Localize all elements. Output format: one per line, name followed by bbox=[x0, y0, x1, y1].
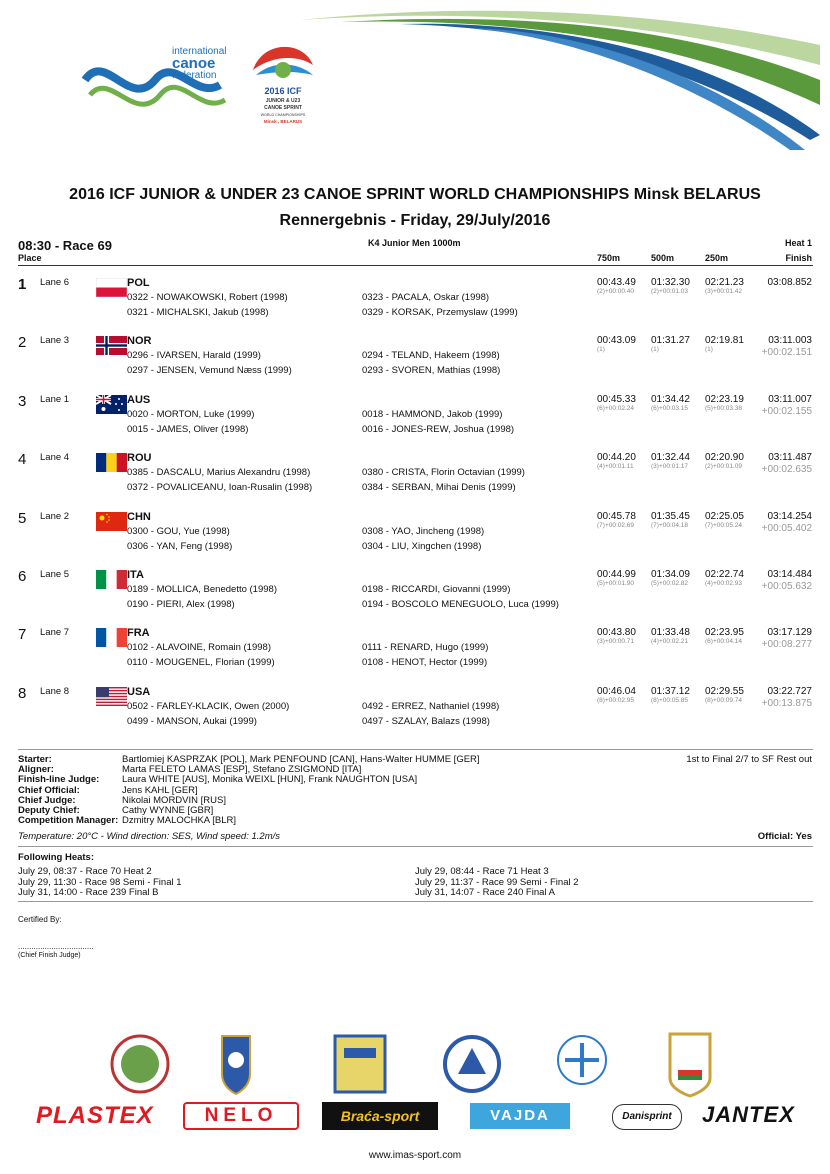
athlete-name: 0300 - GOU, Yue (1998) bbox=[127, 525, 230, 537]
following-heat-item: July 29, 11:30 - Race 98 Semi - Final 1 bbox=[18, 876, 182, 888]
nation-code: POL bbox=[127, 277, 150, 289]
partner-emblems bbox=[30, 1030, 800, 1098]
split-time-750: 00:43.49 bbox=[597, 277, 636, 288]
finish-gap: +00:05.632 bbox=[761, 581, 812, 592]
split-time-250: 02:19.81 bbox=[705, 335, 744, 347]
footer-url: www.imas-sport.com bbox=[368, 1150, 462, 1161]
split-time-750: 00:44.99 bbox=[597, 569, 636, 580]
split-time-750: 00:43.80 bbox=[597, 627, 636, 639]
split-time-500: 01:34.09 bbox=[651, 569, 690, 580]
split-rank-750: (4)+00:01.11 bbox=[597, 463, 634, 471]
athlete-name: 0308 - YAO, Jincheng (1998) bbox=[362, 525, 485, 537]
flag-chn-icon bbox=[96, 512, 127, 531]
following-heat-item: July 31, 14:07 - Race 240 Final A bbox=[415, 887, 555, 898]
sponsor-logo-vajda: VAJDA bbox=[470, 1103, 570, 1129]
result-row bbox=[0, 624, 830, 682]
finish-gap: +00:02.635 bbox=[761, 464, 812, 476]
col-250-header: 250m bbox=[705, 253, 729, 263]
sponsor-logo-braca-sport: Braća-sport bbox=[322, 1102, 438, 1130]
split-rank-750: (1) bbox=[597, 346, 605, 354]
nation-code: USA bbox=[127, 685, 151, 698]
svg-text:CANOE SPRINT: CANOE SPRINT bbox=[264, 105, 302, 111]
header-rule bbox=[18, 265, 813, 266]
athlete-name: 0190 - PIERI, Alex (1998) bbox=[127, 599, 235, 610]
split-time-250: 02:23.95 bbox=[705, 627, 744, 639]
nation-code: AUS bbox=[127, 393, 151, 406]
nation-code: ITA bbox=[127, 569, 144, 581]
split-time-250: 02:21.23 bbox=[705, 277, 744, 288]
finish-gap: +00:05.402 bbox=[761, 522, 812, 534]
lane-label: Lane 5 bbox=[40, 569, 70, 580]
athlete-name: 0294 - TELAND, Hakeem (1998) bbox=[362, 350, 500, 362]
official-names: Cathy WYNNE [GBR] bbox=[122, 805, 214, 816]
finish-gap: +00:02.151 bbox=[761, 347, 812, 359]
official-names: Dzmitry MALOCHKA [BLR] bbox=[122, 815, 237, 827]
icf-logo bbox=[80, 40, 240, 125]
split-rank-500: (4)+00:02.21 bbox=[651, 638, 689, 646]
result-row bbox=[0, 683, 830, 741]
split-rank-750: (6)+00:02.24 bbox=[597, 404, 635, 412]
emblem-3 bbox=[335, 1036, 385, 1092]
athlete-name: 0304 - LIU, Xingchen (1998) bbox=[362, 540, 482, 552]
sponsor-logo-jantex: JANTEX bbox=[702, 1102, 795, 1127]
athlete-name: 0499 - MANSON, Aukai (1999) bbox=[127, 715, 257, 727]
official-role-label: Chief Official: bbox=[18, 784, 80, 796]
sponsor-logo-nelo: NELO bbox=[183, 1102, 299, 1130]
emblem-1 bbox=[112, 1036, 168, 1092]
athlete-name: 0018 - HAMMOND, Jakob (1999) bbox=[362, 408, 503, 420]
col-place-header: Place bbox=[18, 253, 42, 263]
split-time-250: 02:25.05 bbox=[705, 510, 744, 522]
emblem-4 bbox=[445, 1037, 499, 1091]
flag-ita-icon bbox=[96, 570, 127, 589]
split-time-500: 01:37.12 bbox=[651, 685, 690, 697]
result-row bbox=[0, 449, 830, 507]
sponsor-logo-danisprint: Danisprint bbox=[612, 1104, 682, 1130]
document-title: 2016 ICF JUNIOR & UNDER 23 CANOE SPRINT WORLD CHAMPIONSHIPS Minsk BELARUS bbox=[69, 186, 761, 203]
official-role-label: Finish-line Judge: bbox=[18, 774, 100, 786]
split-time-250: 02:20.90 bbox=[705, 452, 744, 464]
finish-time: 03:11.007 bbox=[768, 393, 812, 405]
following-rule bbox=[18, 901, 813, 902]
result-row bbox=[0, 332, 830, 390]
athlete-name: 0102 - ALAVOINE, Romain (1998) bbox=[127, 642, 271, 654]
official-names: Marta FELETO LAMAS [ESP], Stefano ZSIGMOND [ITA] bbox=[122, 764, 362, 776]
following-heat-item: July 29, 08:37 - Race 70 Heat 2 bbox=[18, 866, 152, 877]
place-number: 8 bbox=[18, 684, 27, 702]
athlete-name: 0189 - MOLLICA, Benedetto (1998) bbox=[127, 584, 277, 595]
official-role-label: Chief Judge: bbox=[18, 794, 76, 806]
nation-code: NOR bbox=[127, 335, 152, 348]
place-number: 6 bbox=[18, 568, 27, 585]
finish-time: 03:14.254 bbox=[767, 510, 812, 522]
col-500-header: 500m bbox=[651, 253, 675, 263]
split-time-500: 01:31.27 bbox=[651, 335, 690, 347]
split-time-750: 00:44.20 bbox=[597, 452, 636, 464]
conditions-rule bbox=[18, 846, 813, 847]
result-row bbox=[0, 391, 830, 449]
split-rank-250: (5)+00:03.38 bbox=[705, 404, 743, 412]
athlete-name: 0015 - JAMES, Oliver (1998) bbox=[127, 423, 249, 435]
svg-text:JUNIOR & U23: JUNIOR & U23 bbox=[265, 98, 301, 104]
lane-label: Lane 2 bbox=[40, 510, 70, 522]
athlete-name: 0020 - MORTON, Luke (1999) bbox=[127, 408, 255, 420]
progression-rule: 1st to Final 2/7 to SF Rest out bbox=[686, 754, 812, 765]
athlete-name: 0384 - SERBAN, Mihai Denis (1999) bbox=[362, 482, 516, 494]
split-time-500: 01:32.44 bbox=[651, 452, 690, 464]
flag-pol-icon bbox=[96, 278, 127, 297]
lane-label: Lane 6 bbox=[40, 277, 70, 288]
place-number: 4 bbox=[18, 451, 27, 469]
championship-logo bbox=[248, 40, 318, 130]
athlete-name: 0194 - BOSCOLO MENEGUOLO, Luca (1999) bbox=[362, 599, 559, 610]
official-role-label: Starter: bbox=[18, 754, 52, 765]
split-time-250: 02:23.19 bbox=[705, 393, 744, 405]
split-time-500: 01:34.42 bbox=[651, 393, 690, 405]
place-number: 1 bbox=[18, 276, 27, 293]
split-rank-250: (7)+00:05.24 bbox=[705, 521, 743, 529]
following-heats-title: Following Heats: bbox=[18, 852, 94, 863]
finish-time: 03:08.852 bbox=[767, 277, 812, 288]
lane-label: Lane 1 bbox=[40, 393, 70, 405]
split-time-250: 02:29.55 bbox=[705, 685, 744, 697]
split-rank-750: (3)+00:00.71 bbox=[597, 638, 635, 646]
official-names: Nikolai MORDVIN [RUS] bbox=[122, 794, 226, 806]
result-row bbox=[0, 508, 830, 566]
place-number: 3 bbox=[18, 392, 27, 410]
athlete-name: 0385 - DASCALU, Marius Alexandru (1998) bbox=[127, 467, 311, 479]
athlete-name: 0323 - PACALA, Oskar (1998) bbox=[362, 292, 490, 303]
official-names: Laura WHITE [AUS], Monika WEIXL [HUN], Frank NAUGHTON [USA] bbox=[122, 774, 418, 786]
sponsor-logo-plastex: PLASTEX bbox=[36, 1102, 154, 1129]
emblem-6 bbox=[670, 1034, 710, 1096]
athlete-name: 0296 - IVARSEN, Harald (1999) bbox=[127, 350, 261, 362]
nation-code: FRA bbox=[127, 627, 150, 640]
split-time-750: 00:45.33 bbox=[597, 393, 636, 405]
official-role-label: Aligner: bbox=[18, 764, 54, 776]
athlete-name: 0016 - JONES-REW, Joshua (1998) bbox=[362, 423, 515, 435]
signature-line: .................................. bbox=[18, 942, 94, 951]
split-rank-500: (5)+00:02.82 bbox=[651, 580, 689, 587]
split-rank-500: (7)+00:04.18 bbox=[651, 521, 689, 529]
athlete-name: 0293 - SVOREN, Mathias (1998) bbox=[362, 365, 501, 377]
official-names: Jens KAHL [GER] bbox=[122, 784, 198, 796]
document-subtitle: Rennergebnis - Friday, 29/July/2016 bbox=[279, 212, 551, 229]
flag-rou-icon bbox=[96, 453, 127, 472]
athlete-name: 0492 - ERREZ, Nathaniel (1998) bbox=[362, 700, 500, 712]
athlete-name: 0111 - RENARD, Hugo (1999) bbox=[362, 642, 489, 654]
official-status: Official: Yes bbox=[757, 831, 812, 842]
split-time-750: 00:46.04 bbox=[597, 685, 636, 697]
athlete-name: 0322 - NOWAKOWSKI, Robert (1998) bbox=[127, 292, 288, 303]
finish-time: 03:14.484 bbox=[767, 569, 812, 580]
athlete-name: 0502 - FARLEY-KLACIK, Owen (2000) bbox=[127, 700, 290, 712]
athlete-name: 0306 - YAN, Feng (1998) bbox=[127, 540, 233, 552]
split-time-500: 01:35.45 bbox=[651, 510, 690, 522]
heat-label: Heat 1 bbox=[784, 238, 812, 248]
split-rank-500: (2)+00:01.03 bbox=[651, 288, 689, 295]
finish-gap: +00:02.155 bbox=[761, 405, 812, 417]
split-rank-500: (1) bbox=[651, 346, 659, 354]
official-names: Bartlomiej KASPRZAK [POL], Mark PENFOUND [CAN], Hans-Walter HUMME [GER] bbox=[122, 754, 480, 765]
split-rank-250: (1) bbox=[705, 346, 713, 354]
flag-fra-icon bbox=[96, 628, 127, 647]
finish-time: 03:22.727 bbox=[767, 685, 812, 697]
athlete-name: 0497 - SZALAY, Balazs (1998) bbox=[362, 715, 490, 727]
svg-text:2016 ICF: 2016 ICF bbox=[264, 86, 302, 96]
athlete-name: 0297 - JENSEN, Vemund Næss (1999) bbox=[127, 365, 292, 377]
certified-label: Certified By: bbox=[18, 915, 62, 924]
official-role-label: Competition Manager: bbox=[18, 815, 119, 827]
split-rank-750: (2)+00:00.40 bbox=[597, 288, 635, 295]
athlete-name: 0321 - MICHALSKI, Jakub (1998) bbox=[127, 307, 269, 318]
col-finish-header: Finish bbox=[785, 253, 812, 263]
split-time-250: 02:22.74 bbox=[705, 569, 744, 580]
chief-finish-judge-label: (Chief Finish Judge) bbox=[18, 952, 81, 959]
finish-gap: +00:13.875 bbox=[761, 697, 812, 709]
svg-text:WORLD CHAMPIONSHIPS: WORLD CHAMPIONSHIPS bbox=[260, 113, 306, 117]
finish-time: 03:17.129 bbox=[767, 627, 812, 639]
split-time-500: 01:32.30 bbox=[651, 277, 690, 288]
result-row bbox=[0, 566, 830, 624]
flag-usa-icon bbox=[96, 687, 127, 706]
flag-aus-icon bbox=[96, 395, 127, 414]
lane-label: Lane 4 bbox=[40, 452, 70, 464]
split-rank-750: (8)+00:02.95 bbox=[597, 696, 635, 704]
split-time-500: 01:33.48 bbox=[651, 627, 690, 639]
following-heat-item: July 29, 11:37 - Race 99 Semi - Final 2 bbox=[415, 876, 579, 888]
athlete-name: 0372 - POVALICEANU, Ioan-Rusalin (1998) bbox=[127, 482, 313, 494]
event-name: K4 Junior Men 1000m bbox=[368, 238, 461, 248]
lane-label: Lane 8 bbox=[40, 685, 70, 697]
nation-code: CHN bbox=[127, 510, 151, 523]
split-rank-250: (4)+00:02.93 bbox=[705, 580, 743, 587]
split-rank-250: (3)+00:01.42 bbox=[705, 288, 743, 295]
split-rank-250: (6)+00:04.14 bbox=[705, 638, 743, 646]
lane-label: Lane 3 bbox=[40, 335, 70, 347]
finish-gap: +00:08.277 bbox=[761, 639, 812, 651]
athlete-name: 0329 - KORSAK, Przemyslaw (1999) bbox=[362, 307, 518, 318]
finish-time: 03:11.003 bbox=[768, 335, 812, 347]
svg-text:canoe: canoe bbox=[172, 55, 216, 72]
split-rank-250: (2)+00:01.09 bbox=[705, 463, 743, 471]
athlete-name: 0108 - HENOT, Hector (1999) bbox=[362, 657, 488, 669]
svg-text:international: international bbox=[172, 46, 227, 57]
following-heat-item: July 31, 14:00 - Race 239 Final B bbox=[18, 887, 159, 898]
athlete-name: 0380 - CRISTA, Florin Octavian (1999) bbox=[362, 467, 525, 479]
col-750-header: 750m bbox=[597, 253, 621, 263]
race-time-number: 08:30 - Race 69 bbox=[18, 238, 112, 253]
split-time-750: 00:43.09 bbox=[597, 335, 636, 347]
svg-text:Minsk , BELARUS: Minsk , BELARUS bbox=[263, 119, 303, 124]
following-heat-item: July 29, 08:44 - Race 71 Heat 3 bbox=[415, 866, 549, 877]
emblem-5 bbox=[558, 1036, 606, 1084]
header-swoosh-graphic bbox=[300, 10, 820, 160]
result-row bbox=[0, 274, 830, 332]
split-rank-500: (6)+00:03.15 bbox=[651, 404, 689, 412]
nation-code: ROU bbox=[127, 452, 152, 465]
svg-text:federation: federation bbox=[172, 70, 217, 81]
split-rank-250: (8)+00:09.74 bbox=[705, 696, 743, 704]
flag-nor-icon bbox=[96, 336, 127, 355]
split-time-750: 00:45.78 bbox=[597, 510, 636, 522]
athlete-name: 0198 - RICCARDI, Giovanni (1999) bbox=[362, 584, 511, 595]
official-role-label: Deputy Chief: bbox=[18, 805, 80, 816]
weather-conditions: Temperature: 20°C - Wind direction: SES, Wind speed: 1.2m/s bbox=[18, 831, 281, 842]
athlete-name: 0110 - MOUGENEL, Florian (1999) bbox=[127, 657, 275, 669]
place-number: 7 bbox=[18, 626, 27, 644]
finish-time: 03:11.487 bbox=[768, 452, 812, 464]
place-number: 2 bbox=[18, 334, 27, 352]
split-rank-750: (7)+00:02.69 bbox=[597, 521, 635, 529]
split-rank-500: (8)+00:05.85 bbox=[651, 696, 689, 704]
split-rank-500: (3)+00:01.17 bbox=[651, 463, 689, 471]
split-rank-750: (5)+00:01.90 bbox=[597, 580, 635, 587]
results-rule bbox=[18, 749, 813, 750]
place-number: 5 bbox=[18, 509, 27, 527]
lane-label: Lane 7 bbox=[40, 627, 70, 639]
emblem-2 bbox=[222, 1036, 250, 1094]
